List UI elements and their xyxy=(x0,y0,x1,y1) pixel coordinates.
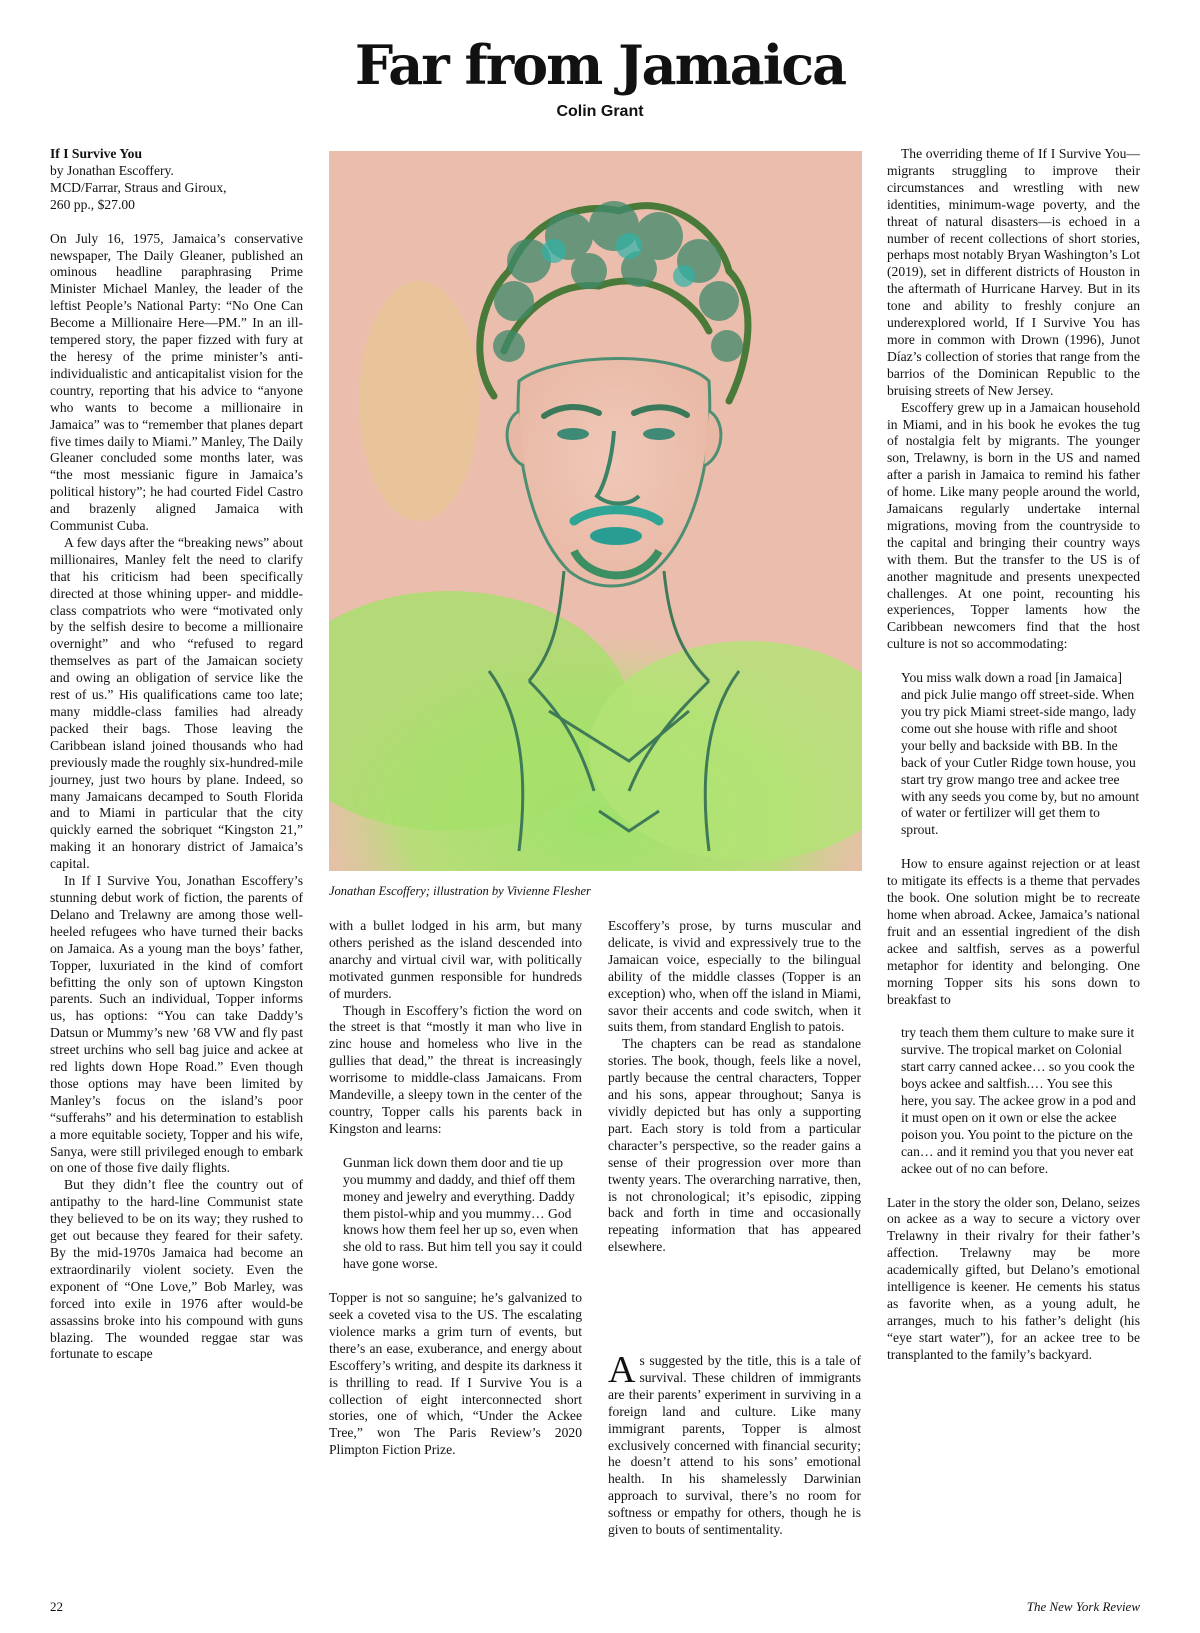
paragraph: The chapters can be read as standalone stories. The book, though, feels like a novel, partly because the central characters, Topper and his sons, appear throughout; Sanya is vividly depicted but has only a supporting part. Each story is told from a particular character’s perspective, so the reader gains a sense of their progression over more than twenty years. The overarching narrative, then, is not chronological; it’s episodic, zipping back and forth in time and occasionally repeating information that has appeared elsewhere. xyxy=(608,1036,861,1255)
portrait-illustration xyxy=(329,151,862,871)
article-title: Far from Jamaica xyxy=(354,33,846,97)
paragraph: But they didn’t flee the country out of antipathy to the hard-line Communist state they believed to be on its way; they rushed to get out because they feared for their safety. By the mid-1970s Jamaica had become an extraordinarily violent society. Even the exponent of “One Love,” Bob Marley, was forced into exile in 1976 after would-be assassins broke into his compound with guns blazing. The wounded reggae star was fortunate to escape xyxy=(50,1177,303,1362)
portrait-drawing xyxy=(329,151,862,871)
quote-text: You miss walk down a road [in Jamaica] and pick Julie mango off street-side. When you try pick Miami street-side mango, lady come out she house with rifle and shoot your belly and backside with BB. In the back of your Cutler Ridge town house, you start try grow mango tree and ackee tree with any seeds you come by, but no amount of water or fertilizer will get them to sprout. xyxy=(901,670,1140,838)
book-author: by Jonathan Escoffery. xyxy=(50,162,174,178)
block-quote xyxy=(901,1025,1140,1177)
paragraph: Escoffery grew up in a Jamaican household in Miami, and in his book he evokes the tug of nostalgia felt by migrants. The younger son, Trelawny, is born in the US and named after a parish in Jamaica to remind his father of home. Like many people around the world, Jamaicans regularly undertake internal migrations, moving from the countryside to the capital and bringing their country ways with them. But the transfer to the US is of another magnitude and presents unexpected challenges. At one point, recounting his experiences, Topper laments how the Caribbean newcomers find that the host culture is not so accommodating: xyxy=(887,399,1140,652)
page-number: 22 xyxy=(50,1599,63,1614)
book-publisher: MCD/Farrar, Straus and Giroux, xyxy=(50,179,227,195)
paragraph xyxy=(608,1349,861,1539)
column-2 xyxy=(329,918,582,1459)
paragraph-text: s suggested by the title, this is a tale of survival. These children of immigrants are their parents’ experiment in surviving in a foreign land and culture. Like many immigrant parents, Topper is almost exclusively concerned with financial security; he doesn’t attend to his sons’ emotional health. In his shamelessly Darwinian approach to survival, there’s no room for softness or empathy for others, though he is given to bouts of sentimentality. xyxy=(608,1353,861,1538)
column-1 xyxy=(50,146,303,1363)
paragraph: The overriding theme of If I Survive You—migrants struggling to improve their circumstances and wrestling with new identities, minimum-wage poverty, and the threat of natural disasters—is echoed in a number of recent collections of short stories, perhaps most notably Bryan Washington’s Lot (2019), set in different districts of Houston in the aftermath of Hurricane Harvey. But in its tone and ability to freshly conjure an underexplored world, If I Survive You has more in common with Drown (1996), Junot Díaz’s collection of stories that range from the barrios of the Dominican Republic to the bruising streets of New Jersey. xyxy=(887,146,1140,398)
quote-text: Gunman lick down them door and tie up you mummy and daddy, and thief off them money and jewelry and everything. Daddy them pistol-whip and you mummy… God knows how them feel her up so, even when she old to rass. But him tell you say it could have gone worse. xyxy=(343,1154,583,1272)
block-quote xyxy=(901,670,1140,839)
book-title: If I Survive You xyxy=(50,146,143,161)
image-caption: Jonathan Escoffery; illustration by Vivienne Flesher xyxy=(329,884,591,898)
paragraph: Escoffery’s prose, by turns muscular and delicate, is vivid and expressively true to the Jamaican voice, especially to the bilingual ability of the middle classes (Topper is an exception) who, when off the island in Miami, savor their accents and code switch, when it suits them, from standard English to patois. xyxy=(608,918,861,1035)
paragraph: Though in Escoffery’s fiction the word on the street is that “mostly it man who live in zinc house and homeless who live in the gullies that dead,” the threat is increasingly worrisome to middle-class Jamaicans. From Mandeville, a sleepy town in the center of the country, Topper calls his parents back in Kingston and learns: xyxy=(329,1002,582,1136)
quote-text: try teach them them culture to make sure it survive. The tropical market on Colonial start carry canned ackee… so you cook the boys ackee and saltfish.… You see this here, you say. The ackee grow in a pod and it must open on it own or else the ackee poison you. You point to the picture on the can… and it remind you that you never eat ackee out of no can before. xyxy=(901,1025,1136,1176)
column-3-section xyxy=(608,1349,861,1539)
paragraph: A few days after the “breaking news” about millionaires, Manley felt the need to clarify that his criticism had been specifically directed at those whining upper- and middle-class compatriots who were “motivated only by the selfish desire to become a millionaire overnight” and who “refused to regard themselves as part of the Jamaican society and owing an obligation of service like the rest of us.” His qualifications came too late; many middle-class families had already packed their bags. Those leaving the Caribbean island joined thousands who had previously made the roughly six-hundred-mile journey, just two hours by plane. Indeed, so many Jamaicans decamped to South Florida and to Miami in particular that the city quickly earned the sobriquet “Kingston 21,” making it an honorary district of Jamaica’s capital. xyxy=(50,534,303,872)
paragraph: Later in the story the older son, Delano, seizes on ackee as a way to secure a victory over Trelawny in their rivalry for their father’s affection. Trelawny may be more academically gifted, but Delano’s emotional intelligence is keener. He cements his status as favorite when, as a young adult, he arranges, much to his father’s delight (his “eye start water”), for an ackee tree to be transplanted to the family’s backyard. xyxy=(887,1194,1140,1362)
publication-name: The New York Review xyxy=(1026,1599,1140,1614)
column-3 xyxy=(608,918,861,1256)
byline: Colin Grant xyxy=(556,103,644,120)
paragraph: In If I Survive You, Jonathan Escoffery’s stunning debut work of fiction, the parents of Delano and Trelawny are among those well-heeled refugees who have turned their backs on Jamaica. As a young man the boys’ father, Topper, luxuriated in the kind of comfort befitting the only son of uptown Kingston parents. Such an individual, Topper informs us, has options: “You can take Daddy’s Datsun or Mummy’s new ’68 VW and fly past street urchins who sell bag juice and ackee at red lights down Hope Road.” Even though those options may have been limited by Manley’s focus on the island’s poor “sufferahs” and his determination to establish a more equitable society, Topper and his wife, Sanya, were still privileged enough to embark on one of those five daily flights. xyxy=(50,873,303,1176)
column-4 xyxy=(887,146,1140,1364)
paragraph: with a bullet lodged in his arm, but many others perished as the island descended into anarchy and virtual civil war, with politically motivated gunmen responsible for hundreds of murders. xyxy=(329,918,582,1001)
book-details: 260 pp., $27.00 xyxy=(50,196,135,212)
paragraph: On July 16, 1975, Jamaica’s conservative newspaper, The Daily Gleaner, published an ominous headline paraphrasing Prime Minister Michael Manley, the leader of the leftist People’s National Party: “No One Can Become a Millionaire Here—PM.” In an ill-tempered story, the paper fizzed with fury at the heresy of the prime minister’s anti-individualistic and anticapitalist vision for the country, reporting that his advice to “anyone who wants to become a millionaire in Jamaica” was to “remember that planes depart five times daily to Miami.” Manley, The Daily Gleaner concluded some months later, was “the most messianic figure in Jamaica’s political history”; he had courted Fidel Castro and brazenly aligned Jamaica with Communist Cuba. xyxy=(50,230,303,534)
book-info xyxy=(50,146,303,214)
paragraph: How to ensure against rejection or at least to mitigate its effects is a theme that pervades the book. One solution might be to recreate home when abroad. Ackee, Jamaica’s national fruit and an essential ingredient of the dish ackee and saltfish, serves as a powerful metaphor for identity and belonging. One morning Topper sits his sons down to breakfast to xyxy=(887,856,1140,1007)
block-quote xyxy=(343,1155,582,1273)
paragraph: Topper is not so sanguine; he’s galvanized to seek a coveted visa to the US. The escalating violence marks a grim turn of events, but there’s an ease, exuberance, and energy about Escoffery’s writing, and despite its darkness it is thrilling to read. If I Survive You is a collection of eight interconnected short stories, one of which, “Under the Ackee Tree,” won The Paris Review’s 2020 Plimpton Fiction Prize. xyxy=(329,1290,582,1458)
drop-cap: A xyxy=(608,1349,636,1391)
